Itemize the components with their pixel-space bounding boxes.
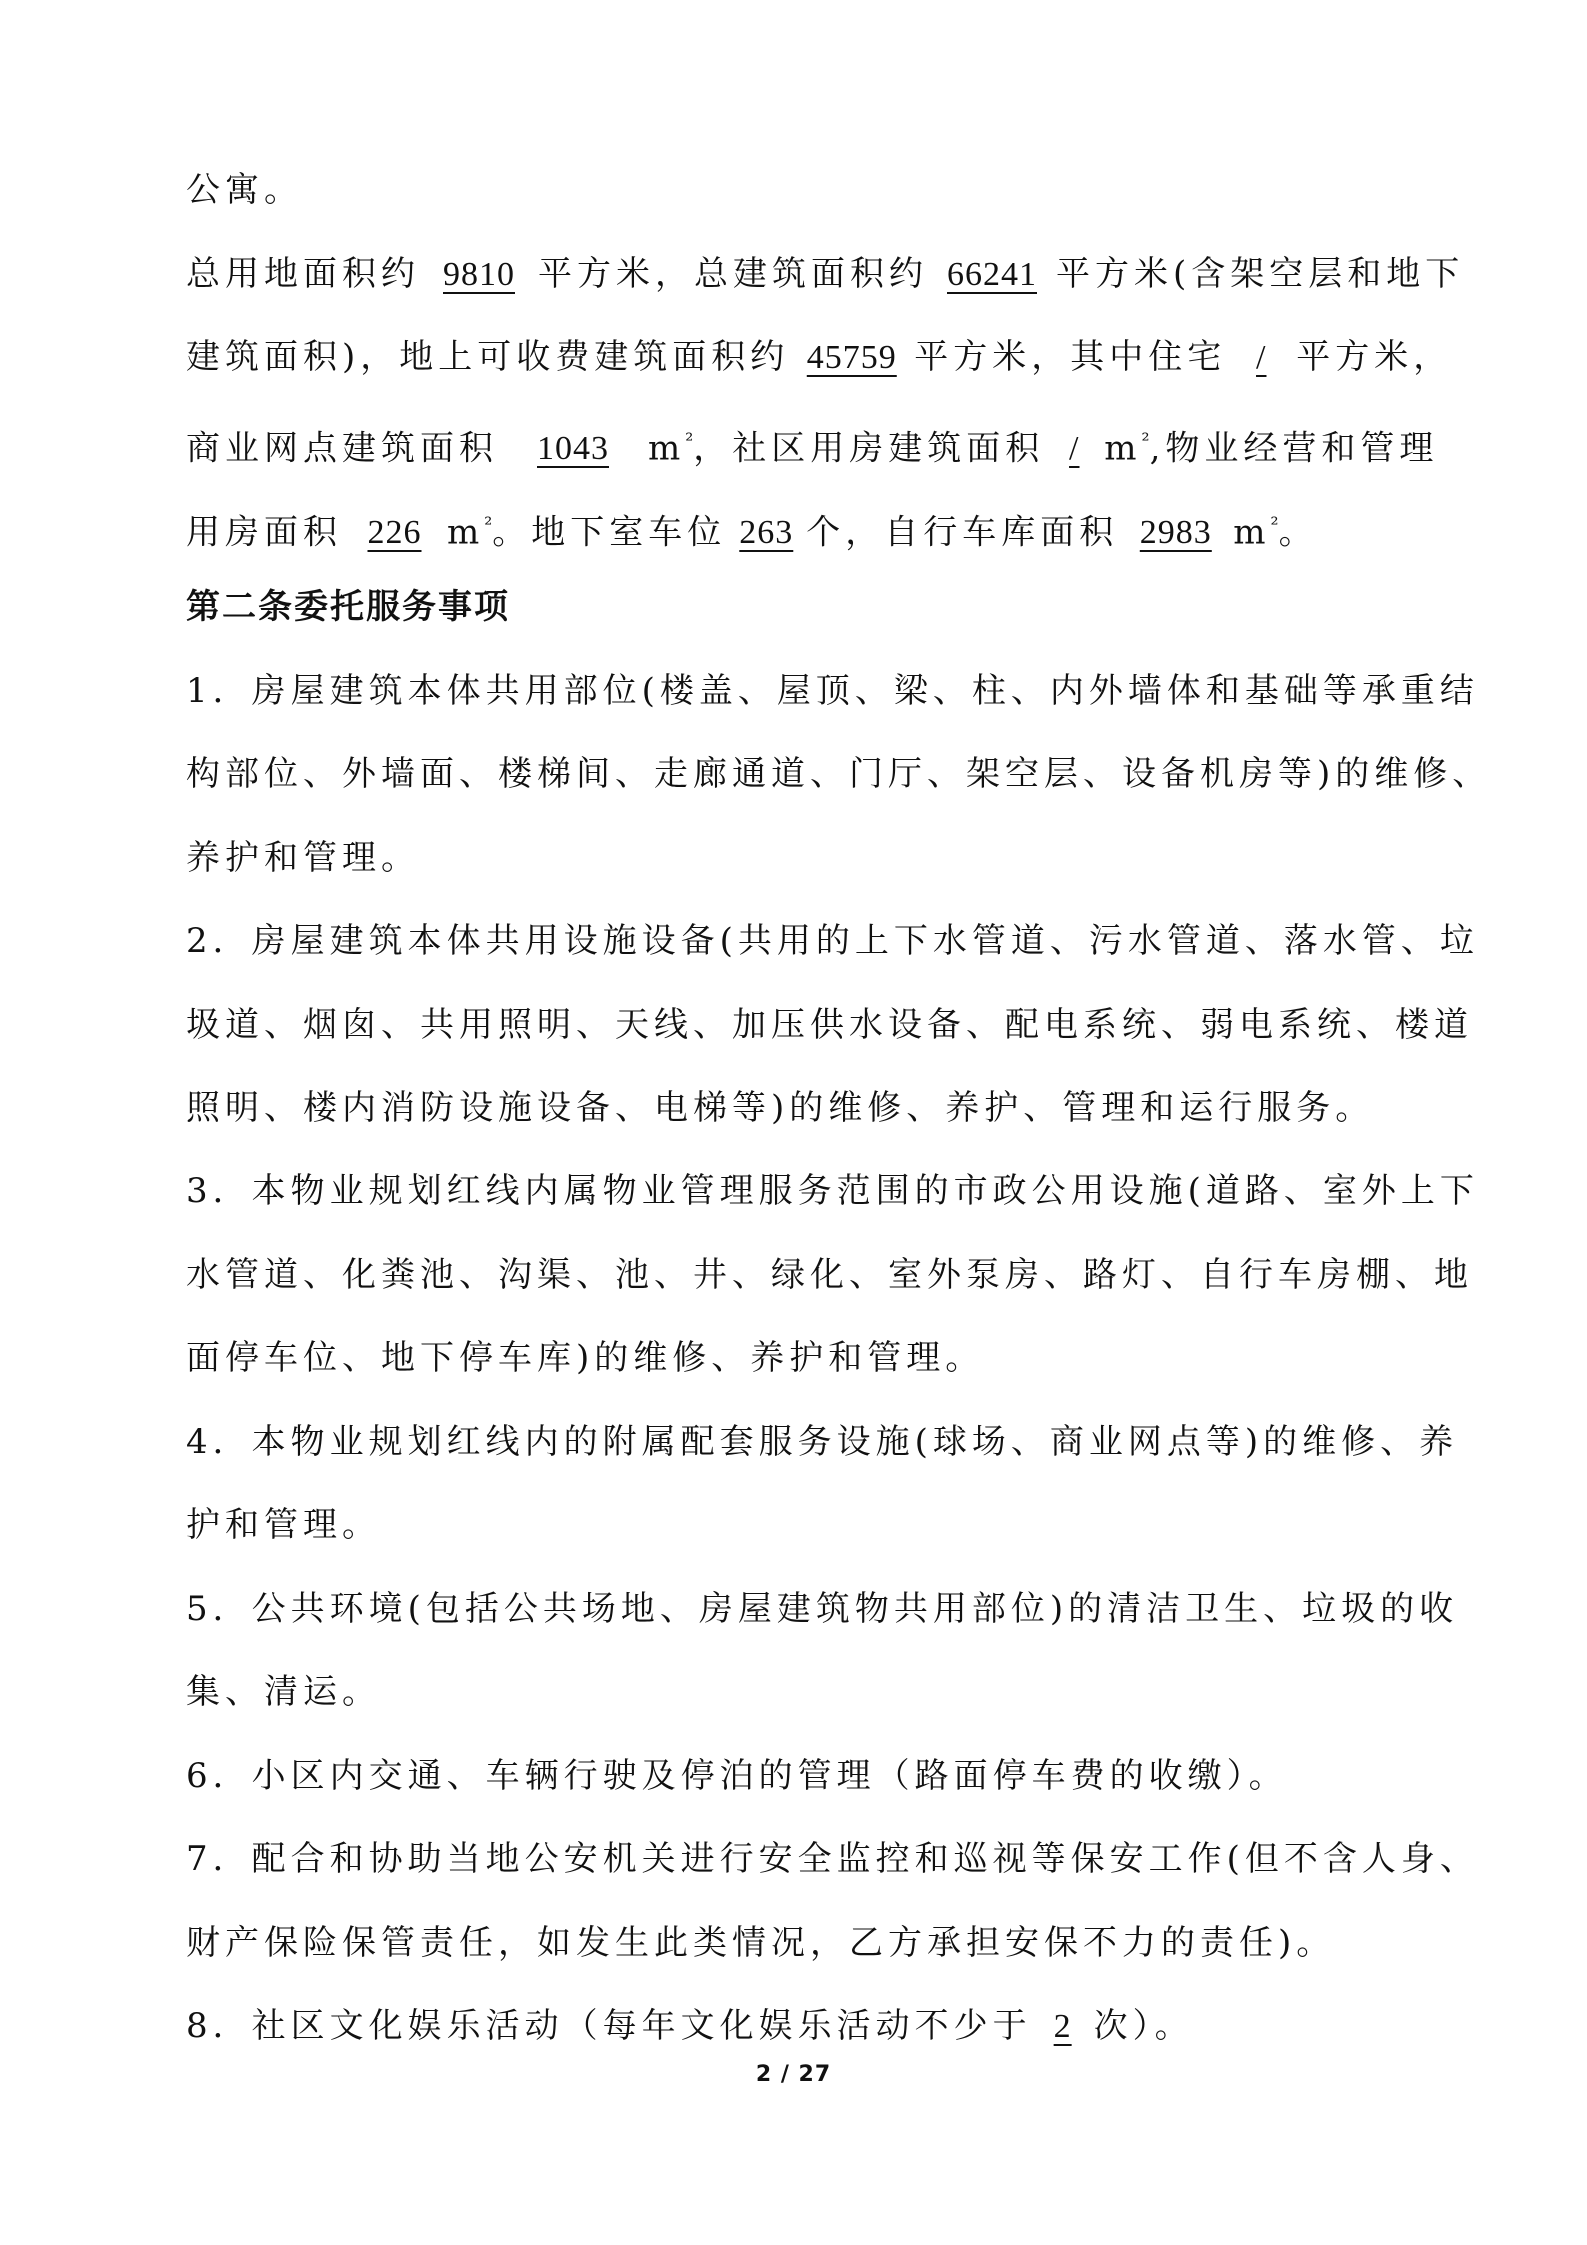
community-area-value: / xyxy=(1069,430,1080,468)
superscript-text: ² xyxy=(484,512,493,536)
residential-area-value: / xyxy=(1256,339,1267,376)
intro-text: 。地下室车位 xyxy=(492,512,727,553)
total-area-value: 66241 xyxy=(947,256,1037,293)
intro-text: 商业网点建筑面积 xyxy=(186,428,498,469)
intro-line-4 xyxy=(186,415,1439,474)
item-6-line-1: 6．小区内交通、车辆行驶及停泊的管理（路面停车费的收缴）。 xyxy=(186,1756,1288,1796)
superscript-text: ² xyxy=(685,428,694,452)
item-1-line-3: 养护和管理。 xyxy=(186,838,420,878)
unit-text: m xyxy=(648,428,686,469)
intro-line-5 xyxy=(186,499,1426,558)
item-5-line-2: 集、清运。 xyxy=(186,1672,381,1712)
superscript-text: ² xyxy=(1270,512,1279,536)
management-area-value: 226 xyxy=(367,514,422,552)
intro-text: 个，自行车库面积 xyxy=(806,512,1119,553)
commercial-area-value: 1043 xyxy=(537,430,609,468)
intro-text: 。 xyxy=(1278,512,1318,553)
activity-count-value: 2 xyxy=(1053,2008,1072,2045)
item-4-line-1: 4．本物业规划红线内的附属配套服务设施(球场、商业网点等)的维修、养 xyxy=(186,1422,1459,1462)
intro-text: 平方米， xyxy=(1296,337,1453,377)
item-7-line-2: 财产保险保管责任，如发生此类情况，乙方承担安保不力的责任)。 xyxy=(186,1923,1336,1963)
intro-text: 公寓。 xyxy=(186,170,303,210)
parking-spaces-value: 263 xyxy=(739,514,794,552)
intro-text: 用房面积 xyxy=(186,512,342,553)
intro-text: ，社区用房建筑面积 xyxy=(693,428,1045,469)
intro-line-1 xyxy=(186,165,1426,215)
intro-text: 总用地面积约 xyxy=(186,254,420,294)
item-3-line-3: 面停车位、地下停车库)的维修、养护和管理。 xyxy=(186,1338,985,1378)
item-1-line-2: 构部位、外墙面、楼梯间、走廊通道、门厅、架空层、设备机房等)的维修、 xyxy=(186,754,1492,794)
item-1-line-1: 1．房屋建筑本体共用部位(楼盖、屋顶、梁、柱、内外墙体和基础等承重结 xyxy=(186,671,1479,711)
item-8-text: 次）。 xyxy=(1093,2006,1194,2046)
item-5-line-1: 5．公共环境(包括公共场地、房屋建筑物共用部位)的清洁卫生、垃圾的收 xyxy=(186,1589,1459,1629)
unit-text: m xyxy=(1233,512,1271,553)
item-8-line-1 xyxy=(186,2001,1426,2052)
chargeable-area-value: 45759 xyxy=(806,339,897,376)
intro-line-3 xyxy=(186,332,1453,383)
item-3-line-1: 3．本物业规划红线内属物业管理服务范围的市政公用设施(道路、室外上下 xyxy=(186,1171,1479,1211)
superscript-text: ² xyxy=(1141,428,1150,452)
item-3-line-2: 水管道、化粪池、沟渠、池、井、绿化、室外泵房、路灯、自行车房棚、地 xyxy=(186,1255,1473,1295)
item-2-line-1: 2．房屋建筑本体共用设施设备(共用的上下水管道、污水管道、落水管、垃 xyxy=(186,921,1479,961)
item-4-line-2: 护和管理。 xyxy=(186,1505,381,1545)
intro-text: 平方米(含架空层和地下 xyxy=(1056,254,1465,294)
intro-text: 平方米，总建筑面积约 xyxy=(538,254,928,294)
item-2-line-2: 圾道、烟囱、共用照明、天线、加压供水设备、配电系统、弱电系统、楼道 xyxy=(186,1005,1473,1045)
intro-text: 建筑面积)，地上可收费建筑面积约 xyxy=(186,337,790,377)
intro-text: ,物业经营和管理 xyxy=(1149,428,1439,469)
land-area-value: 9810 xyxy=(443,256,515,293)
item-2-line-3: 照明、楼内消防设施设备、电梯等)的维修、养护、管理和运行服务。 xyxy=(186,1088,1375,1128)
item-8-text: 8．社区文化娱乐活动（每年文化娱乐活动不少于 xyxy=(186,2006,1032,2046)
item-7-line-1: 7．配合和协助当地公安机关进行安全监控和巡视等保安工作(但不含人身、 xyxy=(186,1839,1479,1879)
unit-text: m xyxy=(1104,428,1142,469)
intro-line-2 xyxy=(186,249,1465,300)
intro-text: 平方米，其中住宅 xyxy=(914,337,1227,377)
bike-garage-area-value: 2983 xyxy=(1139,514,1212,552)
page-number: 2 / 27 xyxy=(755,2062,832,2087)
section-heading: 第二条委托服务事项 xyxy=(186,587,510,627)
unit-text: m xyxy=(447,512,485,553)
